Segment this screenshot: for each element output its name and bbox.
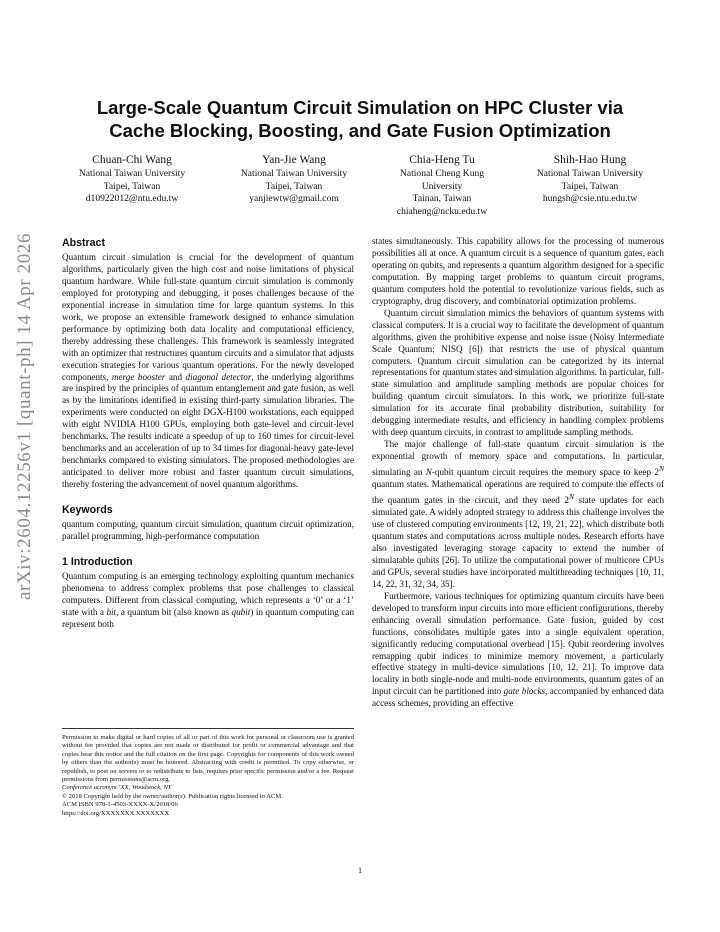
- intro-paragraph-1-cont: states simultaneously. This capability allows for the processing of numerous possibilities all at once. A quantum circuit is a sequence of quantum gates, each operating on qubits, and represents a quantum algorithm designed for a specific computation. By mapping target problems to quantum circuit programs, quantum computers hold the potential to revolutionize various fields, such as cryptography, drug discovery, and combinatorial optimization problems.: [372, 236, 664, 306]
- math-n-superscript: N: [568, 492, 575, 502]
- copyright-footnote: [62, 728, 354, 818]
- term-merge-booster: merge booster: [111, 371, 166, 382]
- keywords-heading: Keywords: [62, 504, 113, 517]
- intro-paragraph-4: [372, 591, 664, 711]
- conference-acronym: Conference acronym ’XX, Woodstock, NY: [62, 784, 172, 792]
- abstract-part-2: , the underlying algorithms are inspired by the principles of quantum entanglement and gate fusion, as well as by the limitations identified in existing third-party simulation libraries. The experiments were conducted on eight DGX-H100 workstations, each equipped with eight NVIDIA H100 GPUs, employing both gate-level and circuit-level benchmarks. The results indicate a speedup of up to 160 times for circuit-level benchmarks and an acceleration of up to 34 times for diagonal-heavy gate-level benchmarks compared to existing simulators. The proposed methodologies are anticipated to deliver more robust and faster quantum circuit simulations, thereby fostering the advancement of novel quantum algorithms.: [62, 371, 354, 490]
- abstract-heading: Abstract: [62, 237, 105, 249]
- right-column: [372, 236, 664, 710]
- author-email: yanjiewtw@gmail.com: [249, 193, 339, 204]
- term-gate-blocks: gate blocks: [503, 686, 546, 697]
- abstract-and: and: [165, 371, 186, 382]
- intro-text: -qubit quantum circuit requires the memory space to keep 2: [431, 467, 659, 478]
- author-block: [386, 152, 498, 218]
- author-email: chiaheng@ncku.edu.tw: [396, 205, 488, 217]
- intro-text: Quantum computing is an emerging technology exploiting quantum mechanics phenomena to address complex problems that pose challenges to classical computers. Different from classical computing, which represents a ‘0’ or a ‘1’ state with a: [62, 570, 354, 617]
- term-qubit: qubit: [231, 606, 251, 617]
- author-name: Yan-Jie Wang: [262, 154, 326, 166]
- intro-text: Furthermore, various techniques for optimizing quantum circuits have been developed to transform input circuits into more efficient configurations, thereby enhancing overall simulation performance. Gate fusion, guided by cost functions, consolidates multiple gates into a single equivalent operation, significantly reducing computational overhead [15]. Qubit reordering involves remapping qubit indices to minimize memory movement, a particularly effective strategy in multi-device simulations [10, 12, 21]. To improve data locality in both single-node and multi-node environments, quantum gates of an input circuit can be partitioned into: [372, 590, 664, 697]
- intro-text: The major challenge of full-state quantum circuit simulation is the exponential growth of memory space and computations. In particular, simulating an: [372, 439, 664, 478]
- author-location: Taipei, Taiwan: [103, 180, 161, 192]
- math-n-superscript: N: [658, 464, 665, 474]
- intro-text: ) in quantum computing can represent both: [62, 606, 355, 629]
- author-affiliation: National Taiwan University: [78, 168, 186, 179]
- intro-text: , accompanied by enhanced data access schemes, providing an effective: [372, 686, 664, 709]
- arxiv-identifier: arXiv:2604.12256v1 [quant-ph] 14 Apr 2026: [14, 232, 35, 600]
- title-line-2: Cache Blocking, Boosting, and Gate Fusion Optimization: [109, 120, 611, 141]
- author-block: [520, 152, 660, 218]
- intro-text: , a quantum bit (also known as: [116, 606, 232, 617]
- term-bit: bit: [106, 606, 117, 617]
- abstract-text: [62, 252, 354, 491]
- isbn-line: ACM ISBN 978-1-4503-XXXX-X/2018/06: [62, 801, 178, 809]
- author-block: [62, 152, 202, 218]
- title-line-1: Large-Scale Quantum Circuit Simulation on HPC Cluster via: [96, 97, 624, 118]
- abstract-part-1: Quantum circuit simulation is crucial for the development of quantum algorithms, particularly given the high cost and noise limitations of physical quantum hardware. While full-state quantum circuit simulation is commonly employed for prototyping and debugging, it poses challenges because of the exponential increase in simulation time for large quantum systems. In this work, we propose an extensible framework designed to enhance simulation performance by optimizing both data locality and computational efficiency, thereby addressing these challenges. This framework is seamlessly integrated with an optimizer that restructures quantum circuits and a simulator that adjusts execution strategies for various quantum operations. For the newly developed components,: [62, 252, 354, 382]
- intro-paragraph-1: [62, 571, 354, 631]
- author-affiliation: National Cheng Kung University: [399, 168, 485, 192]
- author-location: Tainan, Taiwan: [412, 193, 472, 204]
- copyright-line: © 2018 Copyright held by the owner/author(s). Publication rights licensed to ACM.: [62, 792, 283, 800]
- math-n: N: [425, 467, 432, 478]
- author-affiliation: National Taiwan University: [536, 168, 644, 179]
- page-number: 1: [358, 866, 362, 875]
- intro-paragraph-2: Quantum circuit simulation mimics the behaviors of quantum systems with classical computers. It is a crucial way to facilitate the development of quantum algorithms, given the prohibitive expense and noise issue (Noisy Intermediate Scale Quantum; NISQ [6]) that restricts the use of physical quantum computers. Quantum circuit simulation can be categorized by its internal representations for quantum states and simulation algorithms. In particular, full-state simulation and amplitude sampling methods are popular choices for building quantum circuit simulators. In this work, we prioritize full-state simulation for its accurate final probability distribution, suitability for debugging intermediate results, and efficiency in handling complex problems with deep quantum circuits, in contrast to amplitude sampling methods.: [372, 307, 664, 438]
- intro-paragraph-3: [372, 439, 664, 591]
- author-name: Chuan-Chi Wang: [92, 154, 172, 166]
- author-name: Shih-Hao Hung: [553, 154, 627, 166]
- author-affiliation: National Taiwan University: [240, 168, 348, 179]
- left-column: [62, 236, 354, 631]
- permission-notice: Permission to make digital or hard copies of all or part of this work for personal or classroom use is granted without fee provided that copies are not made or distributed for profit or commercial advantage and that copies bear this notice and the full citation on the first page. Copyrights for components of this work owned by others than the author(s) must be honored. Abstracting with credit is permitted. To copy otherwise, or republish, to post on servers or to redistribute to lists, requires prior specific permission and/or a fee. Request permissions from permissions@acm.org.: [62, 734, 354, 784]
- author-location: Taipei, Taiwan: [561, 180, 619, 192]
- author-name: Chia-Heng Tu: [409, 154, 475, 166]
- author-location: Taipei, Taiwan: [265, 180, 323, 192]
- intro-text: state updates for each simulated gate. A widely adopted strategy to address this challenge involves the use of clustered computing environments [12, 19, 21, 22], which distribute both quantum states and computations across multiple nodes. Research efforts have also investigated leveraging storage capacity to extend the number of simulatable qubits [26]. To utilize the computational power of multicore CPUs and GPUs, several studies have incorporated multithreading techniques [10, 11, 14, 22, 31, 32, 34, 35].: [372, 495, 665, 589]
- paper-title: [60, 96, 660, 142]
- author-email: hungsh@csie.ntu.edu.tw: [542, 193, 638, 204]
- author-email: d10922012@ntu.edu.tw: [85, 193, 179, 204]
- doi-link[interactable]: https://doi.org/XXXXXXX.XXXXXXX: [62, 809, 170, 817]
- author-list: [62, 152, 660, 218]
- term-diagonal-detector: diagonal detector: [185, 371, 252, 382]
- introduction-heading: 1 Introduction: [62, 555, 133, 568]
- keywords-text: quantum computing, quantum circuit simulation, quantum circuit optimization, parallel programming, high-performance computation: [62, 519, 354, 542]
- intro-text: quantum states. Mathematical operations are required to compute the effects of the quantum gates in the circuit, and they need 2: [372, 479, 664, 506]
- author-block: [224, 152, 364, 218]
